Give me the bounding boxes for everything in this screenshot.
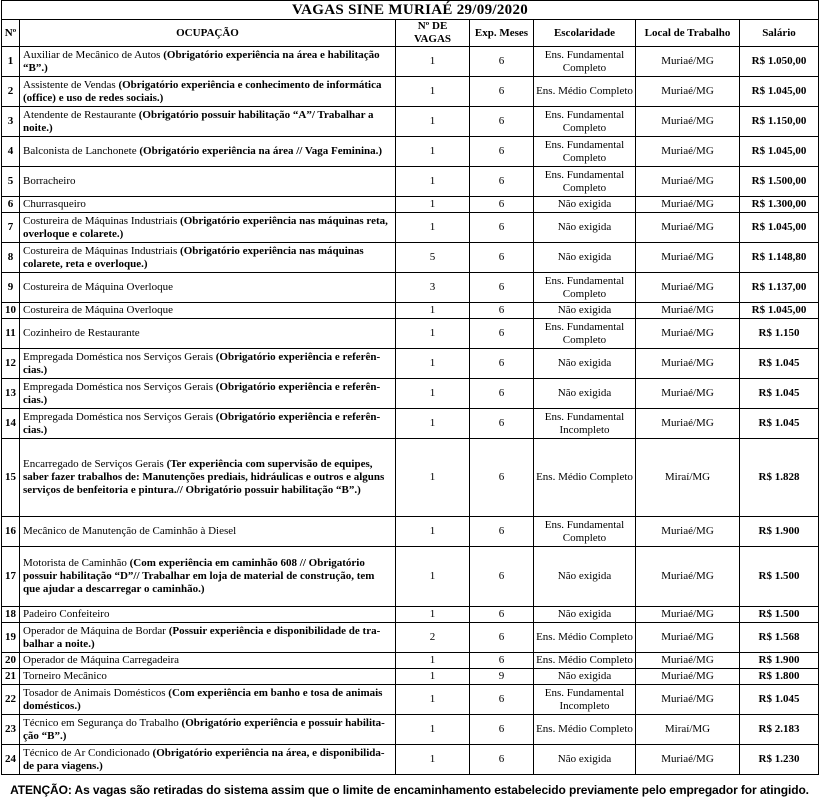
education-cell: Ens. Médio Completo (534, 653, 636, 669)
occupation-requirements: (Obrigatório possuir habilitação “A”/ Trabalhar a noite.) (23, 108, 374, 134)
experience-cell: 6 (470, 77, 534, 107)
education-cell: Ens. Médio Completo (534, 77, 636, 107)
vacancies-cell: 3 (396, 273, 470, 303)
experience-cell: 6 (470, 517, 534, 547)
occupation-requirements: (Obrigatório experiência e conhecimento de informática (office) e uso de redes sociais.) (23, 78, 382, 104)
salary-cell: R$ 1.045,00 (740, 137, 819, 167)
occupation-title: Costureira de Máquinas Industriais (23, 244, 181, 257)
occupation-title: Costureira de Máquina Overloque (23, 304, 173, 316)
experience-cell: 6 (470, 439, 534, 517)
row-number: 18 (2, 607, 20, 623)
location-cell: Muriaé/MG (636, 303, 740, 319)
table-row (2, 197, 819, 213)
vacancies-cell: 1 (396, 303, 470, 319)
location-cell: Muriaé/MG (636, 319, 740, 349)
table-row (2, 409, 819, 439)
row-number: 10 (2, 303, 20, 319)
salary-cell: R$ 1.230 (740, 745, 819, 775)
row-number: 8 (2, 243, 20, 273)
experience-cell: 6 (470, 197, 534, 213)
header-row (2, 20, 819, 47)
experience-cell: 6 (470, 273, 534, 303)
location-cell: Muriaé/MG (636, 745, 740, 775)
header-vacancies: Nº DE VAGAS (396, 20, 470, 47)
row-number: 22 (2, 685, 20, 715)
occupation-title: Operador de Máquina Carregadeira (23, 654, 180, 666)
occupation-title: Balconista de Lanchonete (23, 145, 140, 157)
header-num: Nº (2, 20, 20, 47)
experience-cell: 6 (470, 137, 534, 167)
vacancies-cell: 1 (396, 409, 470, 439)
header-occupation: OCUPAÇÃO (20, 20, 396, 47)
education-cell: Ens. Fundamental Incompleto (534, 685, 636, 715)
education-cell: Ens. Médio Completo (534, 715, 636, 745)
table-row (2, 547, 819, 607)
row-number: 14 (2, 409, 20, 439)
education-cell: Ens. Fundamental Completo (534, 319, 636, 349)
salary-cell: R$ 1.900 (740, 517, 819, 547)
table-row (2, 715, 819, 745)
row-number: 23 (2, 715, 20, 745)
table-row (2, 167, 819, 197)
occupation-requirements: (Com experiência em banho e tosa de animais domésticos.) (23, 686, 383, 712)
occupation-title: Costureira de Máquinas Industriais (23, 214, 181, 227)
occupation-title: Costureira de Máquina Overloque (23, 281, 173, 293)
education-cell: Ens. Médio Completo (534, 623, 636, 653)
occupation-requirements: (Com experiência em caminhão 608 // Obrigatório possuir habilitação “D”// Trabalhar em loja de material de construção, tem que ajudar a descarregar o caminhão.) (23, 557, 375, 595)
occupation-cell (20, 197, 396, 213)
experience-cell: 6 (470, 379, 534, 409)
location-cell: Muriaé/MG (636, 273, 740, 303)
occupation-cell (20, 213, 396, 243)
row-number: 6 (2, 197, 20, 213)
salary-cell: R$ 1.568 (740, 623, 819, 653)
education-cell: Ens. Fundamental Completo (534, 517, 636, 547)
table-row (2, 47, 819, 77)
education-cell: Não exigida (534, 607, 636, 623)
experience-cell: 6 (470, 213, 534, 243)
occupation-requirements: (Obrigatório experiência e referên-cias.) (23, 380, 381, 406)
vacancies-cell: 1 (396, 669, 470, 685)
location-cell: Muriaé/MG (636, 685, 740, 715)
experience-cell: 9 (470, 669, 534, 685)
location-cell: Muriaé/MG (636, 243, 740, 273)
occupation-title: Assistente de Vendas (23, 78, 119, 91)
occupation-title: Tosador de Animais Domésticos (23, 686, 169, 699)
location-cell: Muriaé/MG (636, 47, 740, 77)
vacancies-cell: 1 (396, 77, 470, 107)
salary-cell: R$ 1.045,00 (740, 77, 819, 107)
education-cell: Ens. Fundamental Completo (534, 137, 636, 167)
education-cell: Não exigida (534, 547, 636, 607)
table-row (2, 107, 819, 137)
location-cell: Miraí/MG (636, 439, 740, 517)
occupation-requirements: (Obrigatório experiência e referên-cias.) (23, 350, 381, 376)
table-row (2, 745, 819, 775)
occupation-requirements: (Obrigatório experiência nas máquinas colarete, reta e overloque.) (23, 244, 364, 270)
salary-cell: R$ 2.183 (740, 715, 819, 745)
row-number: 7 (2, 213, 20, 243)
table-row (2, 77, 819, 107)
occupation-cell (20, 137, 396, 167)
table-row (2, 685, 819, 715)
table-body (2, 47, 819, 775)
occupation-title: Churrasqueiro (23, 198, 86, 210)
occupation-title: Cozinheiro de Restaurante (23, 327, 140, 339)
occupation-requirements: (Possuir experiência e disponibilidade de tra-balhar a noite.) (23, 624, 381, 650)
table-row (2, 213, 819, 243)
occupation-cell (20, 409, 396, 439)
education-cell: Não exigida (534, 349, 636, 379)
vacancies-cell: 1 (396, 653, 470, 669)
salary-cell: R$ 1.148,80 (740, 243, 819, 273)
page-title: VAGAS SINE MURIAÉ 29/09/2020 (2, 1, 819, 20)
occupation-cell (20, 439, 396, 517)
experience-cell: 6 (470, 409, 534, 439)
row-number: 19 (2, 623, 20, 653)
table-row (2, 653, 819, 669)
salary-cell: R$ 1.150 (740, 319, 819, 349)
vacancies-cell: 1 (396, 319, 470, 349)
vacancies-cell: 1 (396, 379, 470, 409)
location-cell: Muriaé/MG (636, 137, 740, 167)
location-cell: Muriaé/MG (636, 409, 740, 439)
row-number: 16 (2, 517, 20, 547)
occupation-cell (20, 77, 396, 107)
occupation-requirements: (Obrigatório experiência na área // Vaga Feminina.) (139, 145, 383, 157)
vacancies-cell: 1 (396, 715, 470, 745)
salary-cell: R$ 1.500,00 (740, 167, 819, 197)
salary-cell: R$ 1.045,00 (740, 303, 819, 319)
location-cell: Muriaé/MG (636, 607, 740, 623)
table-row (2, 607, 819, 623)
occupation-cell (20, 107, 396, 137)
experience-cell: 6 (470, 243, 534, 273)
occupation-cell (20, 167, 396, 197)
experience-cell: 6 (470, 745, 534, 775)
salary-cell: R$ 1.500 (740, 607, 819, 623)
occupation-cell (20, 379, 396, 409)
experience-cell: 6 (470, 685, 534, 715)
table-row (2, 623, 819, 653)
occupation-title: Operador de Máquina de Bordar (23, 624, 169, 637)
occupation-cell (20, 273, 396, 303)
education-cell: Não exigida (534, 197, 636, 213)
occupation-title: Motorista de Caminhão (23, 557, 130, 569)
table-row (2, 669, 819, 685)
experience-cell: 6 (470, 653, 534, 669)
experience-cell: 6 (470, 715, 534, 745)
table-row (2, 243, 819, 273)
salary-cell: R$ 1.045,00 (740, 213, 819, 243)
occupation-title: Torneiro Mecânico (23, 670, 107, 682)
occupation-cell (20, 319, 396, 349)
experience-cell: 6 (470, 319, 534, 349)
row-number: 21 (2, 669, 20, 685)
salary-cell: R$ 1.045 (740, 685, 819, 715)
vacancies-cell: 1 (396, 745, 470, 775)
vacancies-cell: 1 (396, 167, 470, 197)
row-number: 9 (2, 273, 20, 303)
education-cell: Ens. Fundamental Incompleto (534, 409, 636, 439)
experience-cell: 6 (470, 167, 534, 197)
table-row (2, 303, 819, 319)
occupation-cell (20, 349, 396, 379)
row-number: 3 (2, 107, 20, 137)
occupation-title: Padeiro Confeiteiro (23, 608, 110, 620)
salary-cell: R$ 1.045 (740, 379, 819, 409)
occupation-requirements: (Obrigatório experiência nas máquinas reta, overloque e colarete.) (23, 214, 388, 240)
table-row (2, 439, 819, 517)
vacancies-cell: 1 (396, 197, 470, 213)
occupation-title: Técnico de Ar Condicionado (23, 746, 153, 759)
location-cell: Muriaé/MG (636, 669, 740, 685)
jobs-document (1, 0, 818, 797)
location-cell: Muriaé/MG (636, 623, 740, 653)
occupation-requirements: (Ter experiência com supervisão de equipes, saber fazer trabalhos de: Manutenções prediais, hidráulicas e outros e alguns serviços de benfeitoria e pintura.// Obrigatório possuir habilitação “B”.) (23, 458, 385, 496)
occupation-cell (20, 303, 396, 319)
location-cell: Muriaé/MG (636, 107, 740, 137)
occupation-cell (20, 607, 396, 623)
experience-cell: 6 (470, 623, 534, 653)
location-cell: Muriaé/MG (636, 349, 740, 379)
row-number: 12 (2, 349, 20, 379)
salary-cell: R$ 1.800 (740, 669, 819, 685)
header-salary: Salário (740, 20, 819, 47)
occupation-cell (20, 745, 396, 775)
salary-cell: R$ 1.828 (740, 439, 819, 517)
header-education: Escolaridade (534, 20, 636, 47)
experience-cell: 6 (470, 303, 534, 319)
row-number: 15 (2, 439, 20, 517)
occupation-cell (20, 685, 396, 715)
row-number: 1 (2, 47, 20, 77)
education-cell: Não exigida (534, 243, 636, 273)
location-cell: Muriaé/MG (636, 197, 740, 213)
education-cell: Não exigida (534, 213, 636, 243)
vacancies-cell: 1 (396, 607, 470, 623)
row-number: 24 (2, 745, 20, 775)
education-cell: Não exigida (534, 379, 636, 409)
location-cell: Muriaé/MG (636, 379, 740, 409)
experience-cell: 6 (470, 607, 534, 623)
table-row (2, 137, 819, 167)
vacancies-cell: 1 (396, 137, 470, 167)
vacancies-cell: 1 (396, 349, 470, 379)
location-cell: Muriaé/MG (636, 213, 740, 243)
experience-cell: 6 (470, 349, 534, 379)
salary-cell: R$ 1.045 (740, 409, 819, 439)
salary-cell: R$ 1.300,00 (740, 197, 819, 213)
vacancies-cell: 1 (396, 213, 470, 243)
education-cell: Ens. Médio Completo (534, 439, 636, 517)
occupation-cell (20, 623, 396, 653)
occupation-cell (20, 715, 396, 745)
occupation-title: Mecânico de Manutenção de Caminhão à Diesel (23, 525, 237, 537)
vacancies-cell: 1 (396, 439, 470, 517)
row-number: 2 (2, 77, 20, 107)
jobs-table (1, 0, 819, 775)
occupation-cell (20, 547, 396, 607)
header-experience: Exp. Meses (470, 20, 534, 47)
education-cell: Não exigida (534, 669, 636, 685)
row-number: 4 (2, 137, 20, 167)
occupation-cell (20, 47, 396, 77)
location-cell: Muriaé/MG (636, 653, 740, 669)
occupation-title: Atendente de Restaurante (23, 108, 139, 121)
education-cell: Ens. Fundamental Completo (534, 47, 636, 77)
row-number: 13 (2, 379, 20, 409)
vacancies-cell: 1 (396, 517, 470, 547)
vacancies-cell: 1 (396, 107, 470, 137)
header-location: Local de Trabalho (636, 20, 740, 47)
occupation-title: Empregada Doméstica nos Serviços Gerais (23, 380, 216, 393)
education-cell: Ens. Fundamental Completo (534, 273, 636, 303)
row-number: 5 (2, 167, 20, 197)
salary-cell: R$ 1.900 (740, 653, 819, 669)
occupation-title: Auxiliar de Mecânico de Autos (23, 48, 164, 61)
occupation-cell (20, 653, 396, 669)
vacancies-cell: 1 (396, 47, 470, 77)
occupation-requirements: (Obrigatório experiência e referên-cias.) (23, 410, 381, 436)
occupation-cell (20, 669, 396, 685)
table-row (2, 379, 819, 409)
occupation-title: Borracheiro (23, 175, 76, 187)
location-cell: Muriaé/MG (636, 167, 740, 197)
education-cell: Não exigida (534, 303, 636, 319)
location-cell: Muriaé/MG (636, 517, 740, 547)
occupation-requirements: (Obrigatório experiência e possuir habilita-ção “B”.) (23, 716, 385, 742)
table-row (2, 349, 819, 379)
vacancies-cell: 1 (396, 685, 470, 715)
table-row (2, 517, 819, 547)
occupation-cell (20, 517, 396, 547)
occupation-requirements: (Obrigatório experiência na área, e disponibilida-de para viagens.) (23, 746, 385, 772)
occupation-requirements: (Obrigatório experiência na área e habilitação “B”.) (23, 48, 380, 74)
notice-text: ATENÇÃO: As vagas são retiradas do sistema assim que o limite de encaminhamento estabelecido previamente pelo empregador for atingido. (10, 783, 809, 797)
salary-cell: R$ 1.137,00 (740, 273, 819, 303)
occupation-title: Encarregado de Serviços Gerais (23, 458, 167, 470)
vacancies-cell: 5 (396, 243, 470, 273)
occupation-title: Empregada Doméstica nos Serviços Gerais (23, 410, 216, 423)
vacancies-cell: 2 (396, 623, 470, 653)
table-row (2, 273, 819, 303)
salary-cell: R$ 1.500 (740, 547, 819, 607)
occupation-title: Técnico em Segurança do Trabalho (23, 716, 182, 729)
row-number: 17 (2, 547, 20, 607)
education-cell: Não exigida (534, 745, 636, 775)
education-cell: Ens. Fundamental Completo (534, 107, 636, 137)
table-row (2, 319, 819, 349)
experience-cell: 6 (470, 107, 534, 137)
location-cell: Miraí/MG (636, 715, 740, 745)
row-number: 11 (2, 319, 20, 349)
education-cell: Ens. Fundamental Completo (534, 167, 636, 197)
occupation-title: Empregada Doméstica nos Serviços Gerais (23, 350, 216, 363)
vacancies-cell: 1 (396, 547, 470, 607)
experience-cell: 6 (470, 47, 534, 77)
title-row (2, 1, 819, 20)
experience-cell: 6 (470, 547, 534, 607)
location-cell: Muriaé/MG (636, 77, 740, 107)
salary-cell: R$ 1.045 (740, 349, 819, 379)
salary-cell: R$ 1.150,00 (740, 107, 819, 137)
location-cell: Muriaé/MG (636, 547, 740, 607)
occupation-cell (20, 243, 396, 273)
salary-cell: R$ 1.050,00 (740, 47, 819, 77)
row-number: 20 (2, 653, 20, 669)
